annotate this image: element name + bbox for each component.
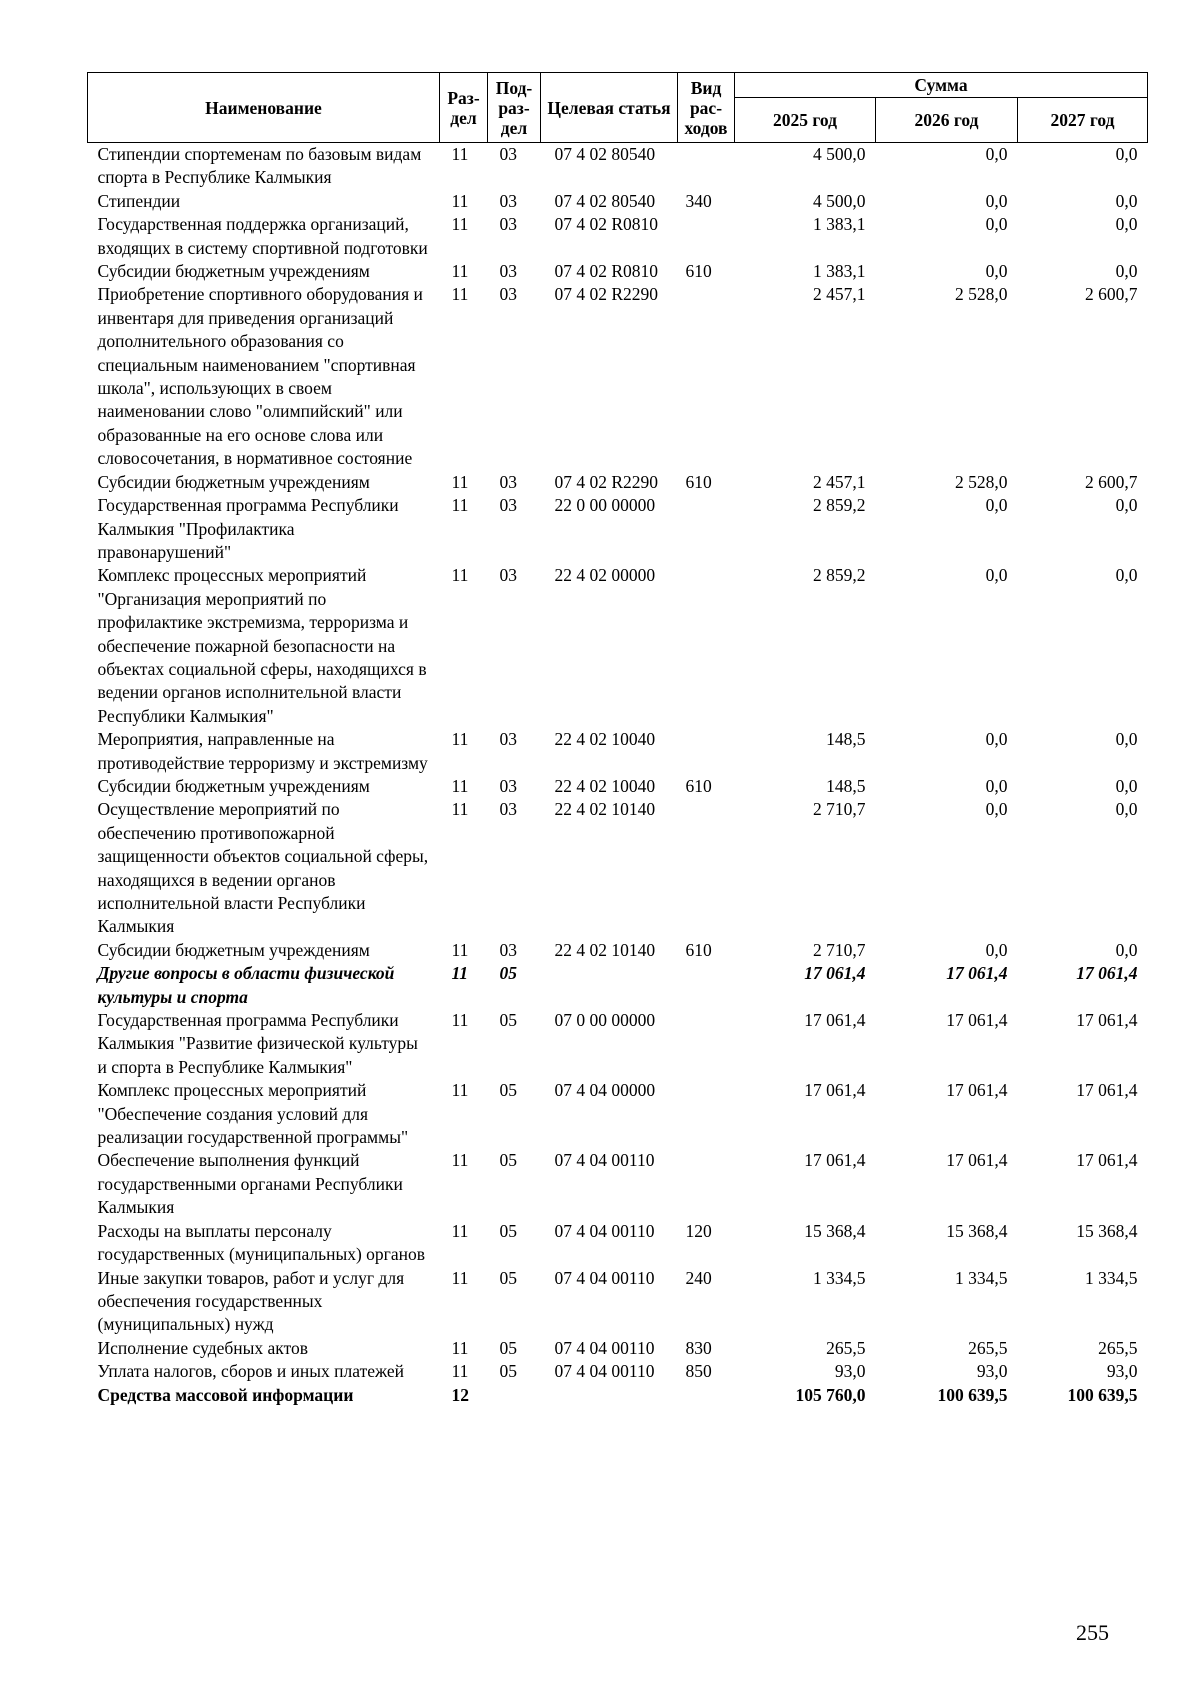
row-name: Комплекс процессных мероприятий "Обеспечение создания условий для реализации государственной программы" xyxy=(97,1080,409,1148)
row-amount-2027: 0,0 xyxy=(1115,939,1138,960)
row-celevaya-statya: 07 4 04 00110 xyxy=(554,1361,655,1382)
row-name: Исполнение судебных актов xyxy=(97,1337,309,1358)
row-amount-2027: 100 639,5 xyxy=(1067,1384,1138,1405)
row-podrazdel: 03 xyxy=(499,214,517,235)
row-podrazdel: 03 xyxy=(499,799,517,820)
row-amount-2026: 265,5 xyxy=(968,1337,1008,1358)
row-amount-2026: 0,0 xyxy=(985,190,1008,211)
row-podrazdel: 03 xyxy=(499,144,517,164)
row-vid-rashodov xyxy=(678,213,735,260)
table-row xyxy=(88,283,1148,470)
row-celevaya-statya xyxy=(541,962,678,1009)
row-podrazdel: 05 xyxy=(499,1361,517,1382)
row-razdel: 11 xyxy=(451,799,469,820)
row-amount-2025: 17 061,4 xyxy=(804,1150,866,1171)
row-podrazdel: 05 xyxy=(499,963,517,984)
row-amount-2026: 2 528,0 xyxy=(955,471,1008,492)
row-vid-rashodov: 850 xyxy=(685,1361,712,1382)
table-row xyxy=(88,1337,1148,1360)
row-amount-2026: 0,0 xyxy=(985,495,1008,516)
row-amount-2025: 17 061,4 xyxy=(804,963,866,984)
row-vid-rashodov xyxy=(678,1149,735,1219)
row-vid-rashodov: 610 xyxy=(685,471,712,492)
table-row xyxy=(88,1009,1148,1079)
row-razdel: 12 xyxy=(451,1384,469,1405)
row-amount-2025: 17 061,4 xyxy=(804,1010,866,1031)
row-name: Субсидии бюджетным учреждениям xyxy=(97,261,370,282)
row-vid-rashodov xyxy=(678,798,735,938)
row-podrazdel: 03 xyxy=(499,190,517,211)
row-amount-2026: 0,0 xyxy=(985,144,1008,164)
row-amount-2025: 1 334,5 xyxy=(813,1267,866,1288)
row-amount-2026: 2 528,0 xyxy=(955,284,1008,305)
table-header xyxy=(88,73,1148,143)
row-amount-2026: 17 061,4 xyxy=(946,1080,1008,1101)
row-amount-2025: 105 760,0 xyxy=(795,1384,866,1405)
row-name: Субсидии бюджетным учреждениям xyxy=(97,939,370,960)
row-amount-2027: 17 061,4 xyxy=(1076,1080,1138,1101)
row-name: Средства массовой информации xyxy=(97,1384,354,1405)
row-amount-2027: 17 061,4 xyxy=(1076,1150,1138,1171)
table-row xyxy=(88,728,1148,775)
table-row xyxy=(88,471,1148,494)
table-row xyxy=(88,564,1148,728)
row-celevaya-statya: 07 4 02 R2290 xyxy=(554,471,659,492)
row-name: Стипендии xyxy=(97,190,181,211)
row-name: Государственная программа Республики Калмыкия "Профилактика правонарушений" xyxy=(97,495,399,562)
table-row xyxy=(88,798,1148,938)
row-razdel: 11 xyxy=(451,565,469,586)
row-razdel: 11 xyxy=(451,1361,469,1382)
row-vid-rashodov: 240 xyxy=(685,1267,712,1288)
table-row xyxy=(88,1267,1148,1337)
row-name: Обеспечение выполнения функций государственными органами Республики Калмыкия xyxy=(97,1150,403,1218)
row-name: Приобретение спортивного оборудования и инвентаря для приведения организаций дополнительного образования со специальным наименованием "спортивная школа", использующих в своем наименовании слово "олимпийский" или образованные на его основе слова или словосочетания, в нормативное состояние xyxy=(97,284,423,469)
row-amount-2025: 265,5 xyxy=(826,1337,866,1358)
row-amount-2027: 0,0 xyxy=(1115,190,1138,211)
row-amount-2026: 0,0 xyxy=(985,775,1008,796)
row-vid-rashodov xyxy=(678,143,735,190)
row-razdel: 11 xyxy=(451,144,469,164)
row-razdel: 11 xyxy=(451,963,469,984)
table-row xyxy=(88,775,1148,798)
table-row xyxy=(88,143,1148,190)
row-name: Иные закупки товаров, работ и услуг для обеспечения государственных (муниципальных) нужд xyxy=(97,1267,405,1335)
row-name: Мероприятия, направленные на противодействие терроризму и экстремизму xyxy=(97,729,428,773)
row-amount-2025: 15 368,4 xyxy=(804,1220,866,1241)
row-amount-2027: 0,0 xyxy=(1115,261,1138,282)
header-summa: Сумма xyxy=(735,73,1148,98)
row-amount-2025: 4 500,0 xyxy=(813,190,866,211)
row-celevaya-statya xyxy=(541,1384,678,1407)
row-podrazdel: 03 xyxy=(499,495,517,516)
header-podrazdel: Под-раз-дел xyxy=(488,73,541,143)
row-razdel: 11 xyxy=(451,1080,469,1101)
row-celevaya-statya: 07 4 02 R0810 xyxy=(554,214,659,235)
header-vid: Вид рас-ходов xyxy=(678,73,735,143)
row-amount-2027: 17 061,4 xyxy=(1076,1010,1138,1031)
row-amount-2026: 0,0 xyxy=(985,729,1008,750)
row-razdel: 11 xyxy=(451,495,469,516)
row-celevaya-statya: 07 4 02 80540 xyxy=(554,190,656,211)
row-razdel: 11 xyxy=(451,939,469,960)
row-vid-rashodov: 610 xyxy=(685,939,712,960)
row-amount-2027: 2 600,7 xyxy=(1085,284,1138,305)
row-amount-2026: 1 334,5 xyxy=(955,1267,1008,1288)
row-celevaya-statya: 07 4 04 00000 xyxy=(554,1080,656,1101)
row-amount-2026: 100 639,5 xyxy=(937,1384,1008,1405)
row-vid-rashodov xyxy=(678,283,735,470)
row-amount-2026: 17 061,4 xyxy=(946,1150,1008,1171)
row-vid-rashodov xyxy=(678,1384,735,1407)
row-vid-rashodov: 120 xyxy=(685,1220,712,1241)
page-number: 255 xyxy=(1076,1620,1109,1645)
row-amount-2027: 93,0 xyxy=(1106,1361,1138,1382)
row-celevaya-statya: 07 4 02 80540 xyxy=(554,144,656,164)
row-amount-2027: 0,0 xyxy=(1115,495,1138,516)
row-razdel: 11 xyxy=(451,471,469,492)
row-amount-2025: 2 859,2 xyxy=(813,565,866,586)
table-row xyxy=(88,1149,1148,1219)
row-amount-2025: 93,0 xyxy=(834,1361,866,1382)
budget-table xyxy=(87,72,1148,1407)
table-body xyxy=(88,143,1148,1407)
row-name: Комплекс процессных мероприятий "Организация мероприятий по профилактике экстремизма, терроризма и обеспечение пожарной безопасности на объектах социальной сферы, находящихся в ведении органов исполнительной власти Республики Калмыкия" xyxy=(97,565,427,726)
row-celevaya-statya: 07 4 04 00110 xyxy=(554,1220,655,1241)
table-row xyxy=(88,939,1148,962)
row-amount-2026: 17 061,4 xyxy=(946,1010,1008,1031)
table-row xyxy=(88,1360,1148,1383)
row-vid-rashodov: 340 xyxy=(685,190,712,211)
row-celevaya-statya: 22 4 02 10140 xyxy=(554,799,656,820)
header-2025: 2025 год xyxy=(735,98,876,143)
row-amount-2025: 1 383,1 xyxy=(813,261,866,282)
row-vid-rashodov xyxy=(678,728,735,775)
row-vid-rashodov: 830 xyxy=(685,1337,712,1358)
row-podrazdel: 03 xyxy=(499,939,517,960)
header-razdel: Раз-дел xyxy=(440,73,488,143)
row-amount-2027: 1 334,5 xyxy=(1085,1267,1138,1288)
row-podrazdel: 05 xyxy=(499,1080,517,1101)
table-row xyxy=(88,962,1148,1009)
row-celevaya-statya: 07 4 04 00110 xyxy=(554,1267,655,1288)
row-name: Уплата налогов, сборов и иных платежей xyxy=(97,1361,404,1382)
row-amount-2027: 0,0 xyxy=(1115,214,1138,235)
row-podrazdel: 03 xyxy=(499,261,517,282)
row-name: Стипендии спортеменам по базовым видам спорта в Республике Калмыкия xyxy=(97,144,422,188)
row-razdel: 11 xyxy=(451,1010,469,1031)
header-2026: 2026 год xyxy=(876,98,1018,143)
row-celevaya-statya: 22 4 02 10140 xyxy=(554,939,656,960)
row-amount-2025: 148,5 xyxy=(826,729,866,750)
row-amount-2027: 0,0 xyxy=(1115,565,1138,586)
row-amount-2026: 17 061,4 xyxy=(946,963,1008,984)
row-celevaya-statya: 07 0 00 00000 xyxy=(554,1010,656,1031)
row-amount-2027: 0,0 xyxy=(1115,775,1138,796)
row-amount-2027: 265,5 xyxy=(1098,1337,1138,1358)
row-razdel: 11 xyxy=(451,775,469,796)
row-razdel: 11 xyxy=(451,190,469,211)
row-vid-rashodov xyxy=(678,962,735,1009)
row-celevaya-statya: 07 4 04 00110 xyxy=(554,1337,655,1358)
row-name: Государственная программа Республики Калмыкия "Развитие физической культуры и спорта в Республике Калмыкия" xyxy=(97,1010,418,1077)
row-amount-2025: 2 710,7 xyxy=(813,799,866,820)
table-row xyxy=(88,1384,1148,1407)
row-amount-2026: 0,0 xyxy=(985,939,1008,960)
row-amount-2026: 0,0 xyxy=(985,565,1008,586)
row-amount-2025: 2 457,1 xyxy=(813,284,866,305)
row-celevaya-statya: 22 4 02 00000 xyxy=(554,565,656,586)
row-celevaya-statya: 07 4 04 00110 xyxy=(554,1150,655,1171)
row-podrazdel: 03 xyxy=(499,284,517,305)
row-podrazdel: 05 xyxy=(499,1220,517,1241)
row-amount-2026: 93,0 xyxy=(976,1361,1008,1382)
table-row xyxy=(88,260,1148,283)
row-amount-2027: 15 368,4 xyxy=(1076,1220,1138,1241)
table-row xyxy=(88,1079,1148,1149)
row-celevaya-statya: 22 4 02 10040 xyxy=(554,775,656,796)
row-amount-2026: 0,0 xyxy=(985,214,1008,235)
row-vid-rashodov: 610 xyxy=(685,775,712,796)
row-razdel: 11 xyxy=(451,1220,469,1241)
row-name: Другие вопросы в области физической культуры и спорта xyxy=(97,963,395,1007)
table-row xyxy=(88,190,1148,213)
row-podrazdel: 03 xyxy=(499,471,517,492)
row-amount-2026: 15 368,4 xyxy=(946,1220,1008,1241)
row-podrazdel: 05 xyxy=(499,1150,517,1171)
row-vid-rashodov xyxy=(678,564,735,728)
row-amount-2026: 0,0 xyxy=(985,261,1008,282)
row-celevaya-statya: 07 4 02 R0810 xyxy=(554,261,659,282)
row-podrazdel: 03 xyxy=(499,729,517,750)
row-podrazdel: 05 xyxy=(499,1010,517,1031)
row-vid-rashodov xyxy=(678,1079,735,1149)
header-celevaya: Целевая статья xyxy=(541,73,678,143)
header-name: Наименование xyxy=(88,73,440,143)
row-amount-2025: 1 383,1 xyxy=(813,214,866,235)
row-vid-rashodov xyxy=(678,494,735,564)
row-razdel: 11 xyxy=(451,729,469,750)
row-amount-2027: 2 600,7 xyxy=(1085,471,1138,492)
row-amount-2025: 4 500,0 xyxy=(813,144,866,164)
row-vid-rashodov: 610 xyxy=(685,261,712,282)
row-name: Государственная поддержка организаций, входящих в систему спортивной подготовки xyxy=(97,214,428,258)
row-name: Субсидии бюджетным учреждениям xyxy=(97,471,370,492)
row-celevaya-statya: 07 4 02 R2290 xyxy=(554,284,659,305)
row-podrazdel: 05 xyxy=(499,1337,517,1358)
row-amount-2025: 2 710,7 xyxy=(813,939,866,960)
row-razdel: 11 xyxy=(451,1150,469,1171)
row-name: Осуществление мероприятий по обеспечению противопожарной защищенности объектов социальной сферы, находящихся в ведении органов исполнительной власти Республики Калмыкия xyxy=(97,799,429,937)
row-name: Расходы на выплаты персоналу государственных (муниципальных) органов xyxy=(97,1220,426,1265)
row-razdel: 11 xyxy=(451,284,469,305)
row-amount-2027: 0,0 xyxy=(1115,729,1138,750)
row-podrazdel xyxy=(488,1384,541,1407)
header-2027: 2027 год xyxy=(1018,98,1148,143)
row-razdel: 11 xyxy=(451,1267,469,1288)
row-razdel: 11 xyxy=(451,214,469,235)
row-celevaya-statya: 22 0 00 00000 xyxy=(554,495,656,516)
row-amount-2025: 17 061,4 xyxy=(804,1080,866,1101)
row-amount-2027: 17 061,4 xyxy=(1076,963,1138,984)
row-amount-2027: 0,0 xyxy=(1115,799,1138,820)
row-razdel: 11 xyxy=(451,261,469,282)
row-podrazdel: 05 xyxy=(499,1267,517,1288)
row-podrazdel: 03 xyxy=(499,565,517,586)
row-name: Субсидии бюджетным учреждениям xyxy=(97,775,370,796)
row-amount-2025: 2 859,2 xyxy=(813,495,866,516)
table-row xyxy=(88,494,1148,564)
row-podrazdel: 03 xyxy=(499,775,517,796)
row-razdel: 11 xyxy=(451,1337,469,1358)
row-celevaya-statya: 22 4 02 10040 xyxy=(554,729,656,750)
table-row xyxy=(88,213,1148,260)
table-row xyxy=(88,1220,1148,1267)
row-amount-2026: 0,0 xyxy=(985,799,1008,820)
row-amount-2025: 2 457,1 xyxy=(813,471,866,492)
row-vid-rashodov xyxy=(678,1009,735,1079)
row-amount-2025: 148,5 xyxy=(826,775,866,796)
row-amount-2027: 0,0 xyxy=(1115,144,1138,164)
